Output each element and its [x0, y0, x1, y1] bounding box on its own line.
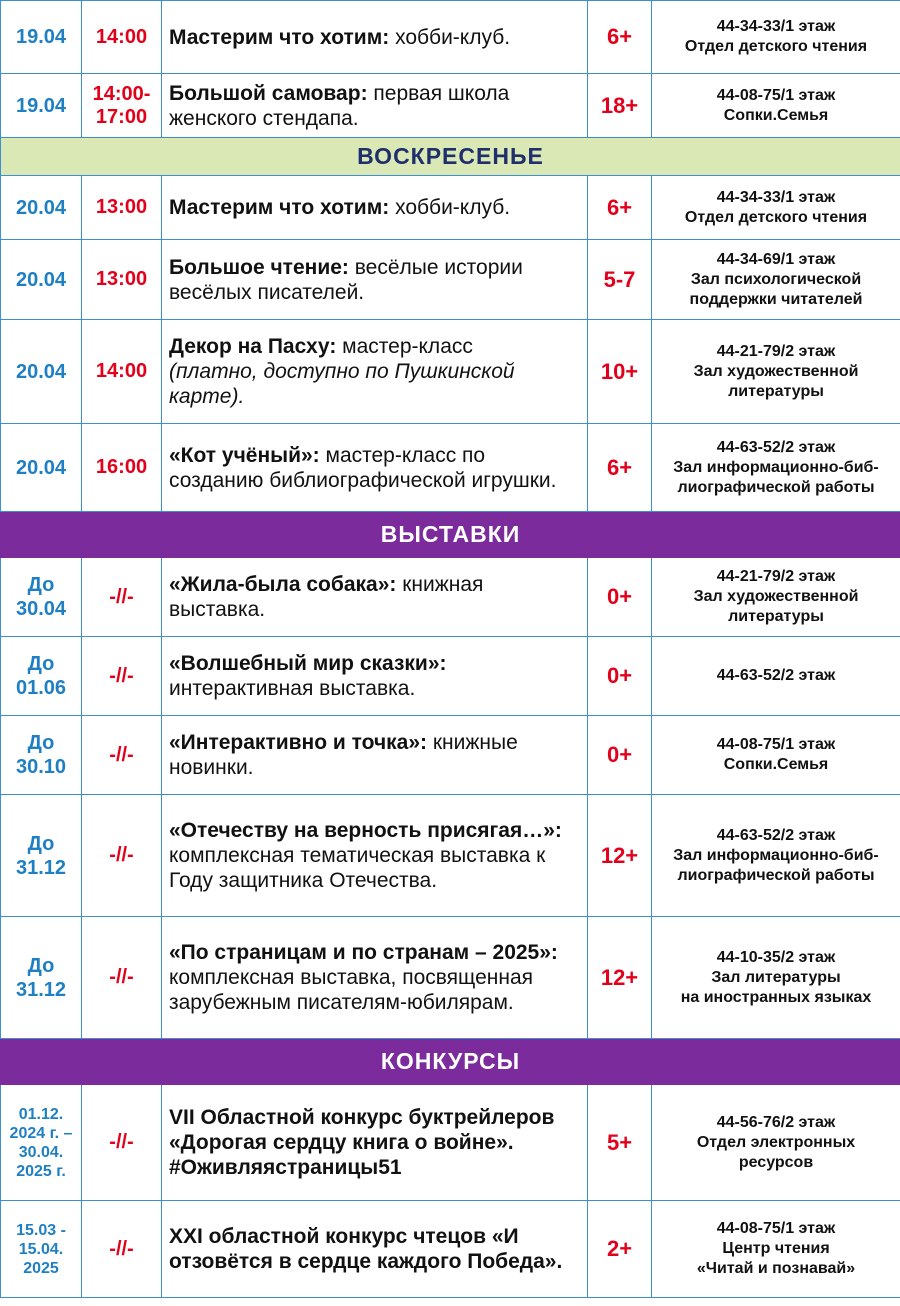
location-phone: 44-10-35/2 этаж [716, 948, 836, 966]
event-title-name: Мастерим что хотим: [169, 196, 390, 219]
age-rating: 0+ [588, 716, 652, 795]
event-title-desc: комплексная тематическая выставка к Году защитника Отечества. [169, 844, 546, 892]
event-time: -//- [82, 1201, 162, 1298]
event-title-name: Большой самовар: [169, 81, 368, 105]
event-row [1, 1085, 900, 1201]
location-line: Сопки.Семья [723, 756, 829, 773]
age-rating: 6+ [588, 176, 652, 240]
age-rating: 5+ [588, 1085, 652, 1201]
location-line: лиографической работы [677, 866, 875, 884]
location-line: на иностранных языках [680, 988, 872, 1006]
location-line: Зал психологической [690, 270, 862, 288]
location-phone: 44-56-76/2 этаж [716, 1113, 836, 1131]
event-time: -//- [82, 637, 162, 716]
event-time: 14:00 [82, 320, 162, 424]
location-line: «Читай и познавай» [696, 1260, 856, 1277]
location-phone: 44-34-69/1 этаж [716, 250, 836, 268]
location-line: Отдел детского чтения [684, 38, 868, 55]
event-title-desc: первая школа женского стендапа. [169, 81, 510, 130]
event-title [162, 795, 588, 917]
event-location [652, 558, 900, 637]
location-line: Зал информационно-биб- [673, 846, 879, 864]
event-location [652, 1085, 900, 1201]
event-time: 13:00 [82, 240, 162, 320]
event-row [1, 240, 900, 320]
event-location [652, 74, 900, 138]
event-title [162, 1085, 588, 1201]
event-location [652, 176, 900, 240]
section-header: ВОСКРЕСЕНЬЕ [1, 138, 900, 176]
event-date: 19.04 [1, 74, 82, 138]
event-title-name: «Интерактивно и точка»: [169, 731, 427, 754]
event-title [162, 716, 588, 795]
event-date: До 01.06 [1, 637, 82, 716]
location-line: Зал художественной [693, 588, 859, 605]
event-location [652, 424, 900, 512]
event-location [652, 1201, 900, 1298]
event-location [652, 1, 900, 74]
location-line: Центр чтения [722, 1240, 830, 1257]
event-title [162, 1201, 588, 1298]
event-title-desc: мастер-класс по созданию библиографической игрушки. [169, 443, 557, 492]
event-title-name: «Жила-была собака»: [169, 573, 397, 596]
event-title-desc: мастер-класс [336, 335, 473, 358]
event-date: 20.04 [1, 176, 82, 240]
event-row [1, 917, 900, 1039]
age-rating: 2+ [588, 1201, 652, 1298]
event-title [162, 637, 588, 716]
event-title-name: «Кот учёный»: [169, 443, 320, 467]
location-line: Отдел детского чтения [684, 208, 868, 226]
location-line: Зал информационно-биб- [673, 458, 879, 476]
age-rating: 6+ [588, 424, 652, 512]
location-line: Отдел электронных [696, 1133, 856, 1151]
event-title-name: Большое чтение: [169, 255, 349, 279]
location-phone: 44-21-79/2 этаж [716, 342, 836, 360]
location-phone: 44-08-75/1 этаж [716, 736, 836, 753]
event-title-note: (платно, доступно по Пушкинской карте). [169, 360, 515, 408]
event-time: -//- [82, 795, 162, 917]
event-row [1, 74, 900, 138]
age-rating: 0+ [588, 558, 652, 637]
event-title-desc: весёлые истории весёлых писателей. [169, 255, 523, 304]
event-row [1, 1201, 900, 1298]
section-header-row [1, 512, 900, 558]
location-phone: 44-34-33/1 этаж [716, 18, 836, 35]
event-title-name: «Волшебный мир сказки»: [169, 652, 447, 675]
event-row [1, 424, 900, 512]
event-title [162, 558, 588, 637]
event-time: 14:00- 17:00 [82, 74, 162, 138]
event-row [1, 558, 900, 637]
event-date: До 30.10 [1, 716, 82, 795]
location-line: Зал литературы [711, 968, 841, 986]
event-time: -//- [82, 917, 162, 1039]
event-row [1, 637, 900, 716]
event-title [162, 917, 588, 1039]
event-title [162, 424, 588, 512]
location-phone: 44-08-75/1 этаж [716, 86, 836, 104]
age-rating: 10+ [588, 320, 652, 424]
event-title [162, 320, 588, 424]
age-rating: 6+ [588, 1, 652, 74]
location-phone: 44-63-52/2 этаж [716, 438, 836, 456]
event-location [652, 240, 900, 320]
event-title-desc: книжная выставка. [169, 573, 484, 621]
section-header-row [1, 138, 900, 176]
event-date: До 31.12 [1, 795, 82, 917]
event-date: 01.12. 2024 г. – 30.04. 2025 г. [1, 1085, 82, 1201]
event-location [652, 795, 900, 917]
event-title-name: «По страницам и по странам – 2025»: [169, 941, 558, 964]
event-title-desc: интерактивная выставка. [169, 677, 416, 700]
event-row [1, 1, 900, 74]
event-title-desc: комплексная выставка, посвященная зарубежным писателям-юбилярам. [169, 966, 534, 1014]
event-title-name: «Отечеству на верность присягая…»: [169, 819, 562, 842]
age-rating: 12+ [588, 917, 652, 1039]
event-title-desc: хобби-клуб. [389, 25, 511, 49]
event-row [1, 795, 900, 917]
section-header: КОНКУРСЫ [1, 1039, 900, 1085]
event-time: -//- [82, 558, 162, 637]
event-title-desc: хобби-клуб. [389, 196, 511, 219]
location-phone: 44-34-33/1 этаж [716, 188, 836, 206]
event-date: До 30.04 [1, 558, 82, 637]
location-line: ресурсов [738, 1153, 814, 1171]
event-title [162, 1, 588, 74]
age-rating: 18+ [588, 74, 652, 138]
location-phone: 44-63-52/2 этаж [716, 667, 836, 684]
event-time: 16:00 [82, 424, 162, 512]
location-line: Зал художественной [693, 362, 859, 380]
event-title-text: XXI областной конкурс чтецов «И отзовётся в сердце каждого Победа». [169, 1225, 563, 1273]
event-title [162, 240, 588, 320]
event-date: До 31.12 [1, 917, 82, 1039]
location-phone: 44-21-79/2 этаж [716, 568, 836, 585]
age-rating: 0+ [588, 637, 652, 716]
age-rating: 12+ [588, 795, 652, 917]
event-time: -//- [82, 716, 162, 795]
event-time: 14:00 [82, 1, 162, 74]
event-date: 19.04 [1, 1, 82, 74]
location-line: Сопки.Семья [723, 106, 829, 124]
location-line: литературы [728, 608, 824, 625]
location-line: лиографической работы [677, 478, 875, 496]
location-line: поддержки читателей [689, 290, 863, 308]
event-title-name: Мастерим что хотим: [169, 25, 390, 49]
event-row [1, 176, 900, 240]
event-title-text: VII Областной конкурс буктрейлеров «Дорогая сердцу книга о войне». #Оживляястраницы51 [169, 1106, 555, 1179]
event-location [652, 320, 900, 424]
event-location [652, 637, 900, 716]
event-location [652, 716, 900, 795]
event-row [1, 320, 900, 424]
event-location [652, 917, 900, 1039]
event-time: 13:00 [82, 176, 162, 240]
event-title [162, 176, 588, 240]
event-date: 20.04 [1, 240, 82, 320]
age-rating: 5-7 [588, 240, 652, 320]
event-title-desc: книжные новинки. [169, 731, 518, 779]
location-phone: 44-63-52/2 этаж [716, 826, 836, 844]
event-date: 15.03 - 15.04. 2025 [1, 1201, 82, 1298]
event-date: 20.04 [1, 320, 82, 424]
event-time: -//- [82, 1085, 162, 1201]
section-header: ВЫСТАВКИ [1, 512, 900, 558]
location-phone: 44-08-75/1 этаж [716, 1220, 836, 1237]
event-date: 20.04 [1, 424, 82, 512]
location-line: литературы [728, 382, 824, 400]
event-row [1, 716, 900, 795]
event-title [162, 74, 588, 138]
event-title-name: Декор на Пасху: [169, 335, 337, 358]
section-header-row [1, 1039, 900, 1085]
